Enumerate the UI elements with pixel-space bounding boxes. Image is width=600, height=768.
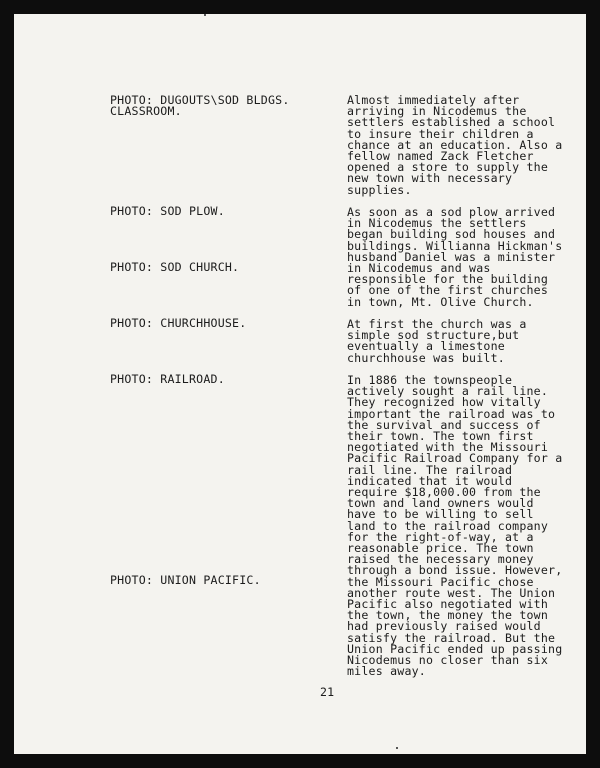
paragraph-church: At first the church was a simple sod structure,but eventually a limestone churchhouse was built. — [347, 317, 527, 365]
photo-cue-union-pacific: PHOTO: UNION PACIFIC. — [110, 573, 261, 587]
photo-cue-sod-plow: PHOTO: SOD PLOW. — [110, 204, 225, 218]
scan-speck — [204, 14, 206, 16]
page-number: 21 — [320, 685, 335, 699]
paragraph-school: Almost immediately after arriving in Nicodemus the settlers established a school to insure their children a chance at an education. Also a fellow named Zack Fletcher opened a store to supply the new town with necessary supplies. — [347, 93, 563, 197]
paragraph-railroad: In 1886 the townspeople actively sought a rail line. They recognized how vitally important the railroad was to the survival and success of their town. The town first negotiated with the Missouri Pacific Railroad Company for a rail line. The railroad indicated that it would require $18,000.00 from the town and land owners would have to be willing to sell land to the railroad company for the right-of-way, at a reasonable price. The town raised the necessary money through a bond issue. However, the Missouri Pacific chose another route west. The Union Pacific also negotiated with the town, the money the town had previously raised would satisfy the railroad. But the Union Pacific ended up passing Nicodemus no closer than six miles away. — [347, 373, 563, 679]
photo-cue-sod-church: PHOTO: SOD CHURCH. — [110, 260, 240, 274]
photo-cue-dugouts: PHOTO: DUGOUTS\SOD BLDGS. CLASSROOM. — [110, 93, 290, 119]
photo-cue-churchhouse: PHOTO: CHURCHHOUSE. — [110, 316, 247, 330]
paragraph-sod-plow: As soon as a sod plow arrived in Nicodemus the settlers began building sod houses and buildings. Willianna Hickman's husband Daniel was a minister in Nicodemus and was responsible for the building of one of the first churches in town, Mt. Olive Church. — [347, 205, 563, 309]
photo-cue-railroad: PHOTO: RAILROAD. — [110, 372, 225, 386]
scan-speck — [396, 747, 398, 749]
document-page — [14, 14, 586, 754]
